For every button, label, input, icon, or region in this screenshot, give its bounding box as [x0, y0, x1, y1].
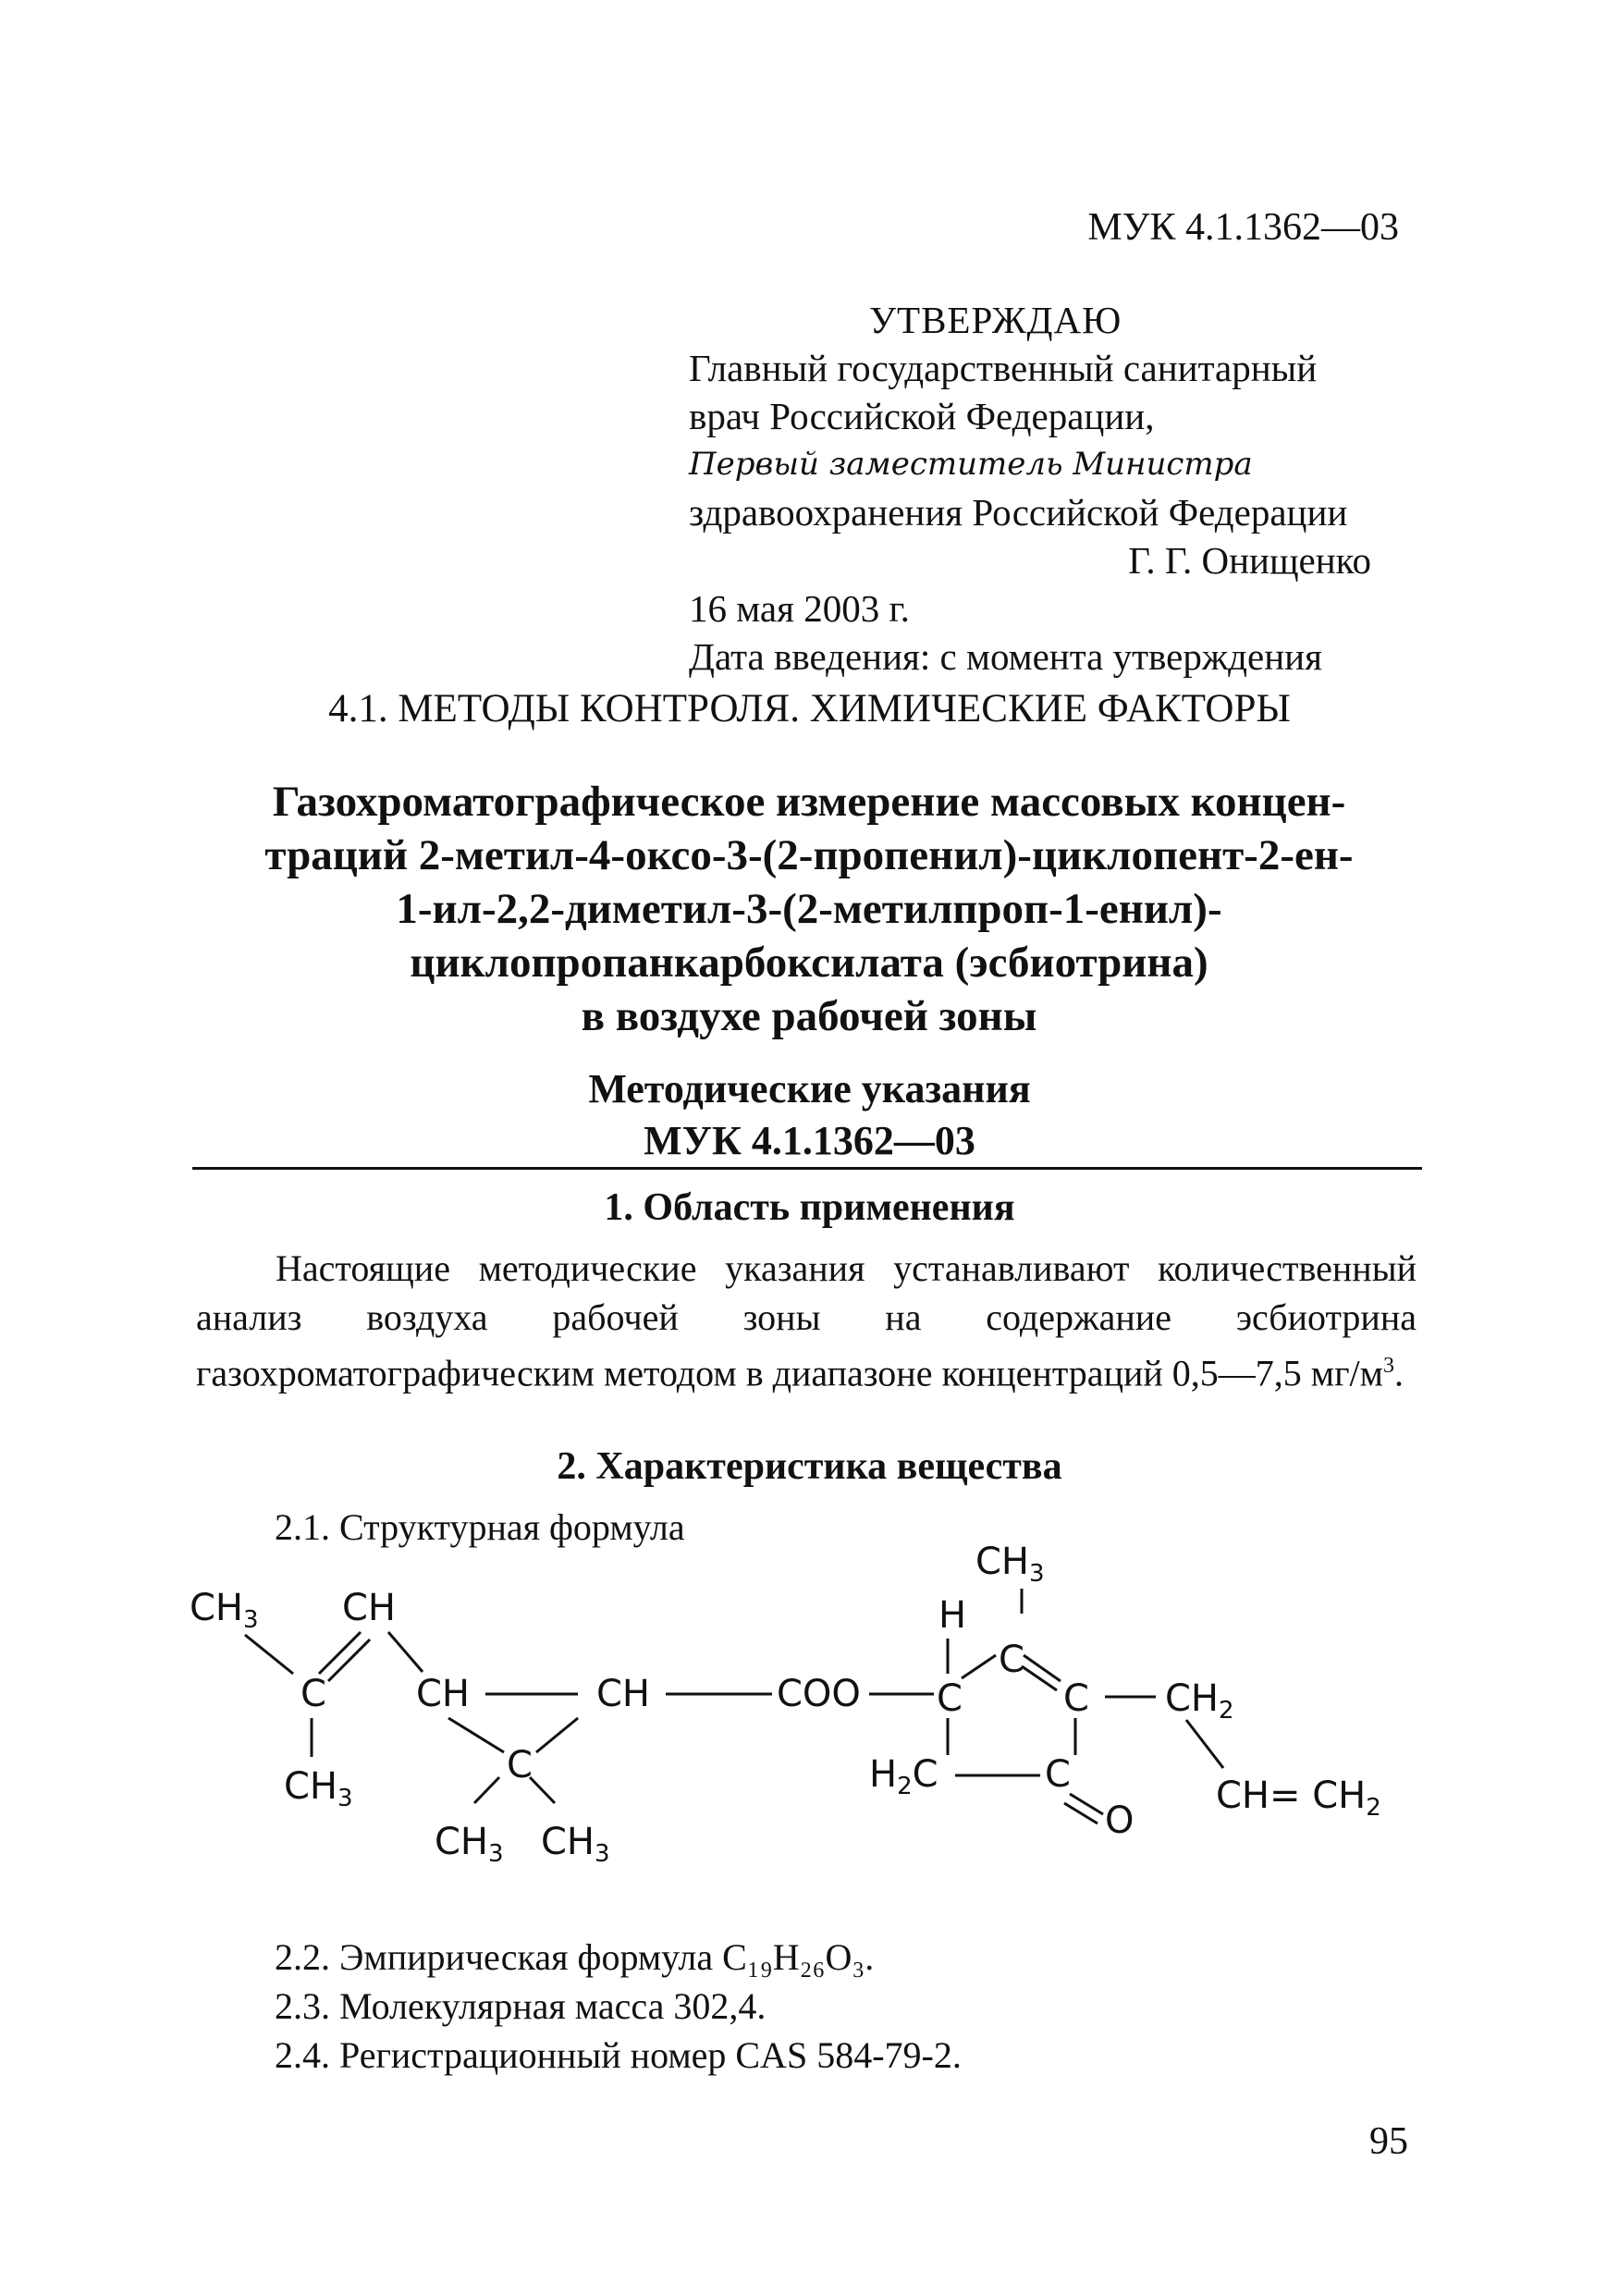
divider-rule: [192, 1167, 1422, 1170]
item-2-3: 2.3. Молекулярная масса 302,4.: [275, 1985, 767, 2027]
approval-intro-date: Дата введения: с момента утверждения: [689, 635, 1322, 678]
section-heading: 4.1. МЕТОДЫ КОНТРОЛЯ. ХИМИЧЕСКИЕ ФАКТОРЫ: [328, 687, 1291, 731]
formula-ch-eq-ch2: $CH= CH_2$: [1216, 1774, 1381, 1822]
formula-c-right: C: [1063, 1677, 1089, 1720]
page-number: 95: [1369, 2120, 1408, 2163]
formula-ch-ring-left: CH: [416, 1673, 471, 1715]
approval-heading: УТВЕРЖДАЮ: [869, 299, 1122, 341]
subtitle: Методические указания: [588, 1066, 1031, 1111]
item-2-4: 2.4. Регистрационный номер CAS 584-79-2.: [275, 2034, 962, 2076]
approval-line-2: врач Российской Федерации,: [689, 395, 1155, 437]
title-line-5: в воздухе рабочей зоны: [581, 992, 1037, 1040]
approval-line-3: Первый заместитель Министра: [689, 446, 1253, 483]
formula-h: H: [938, 1594, 967, 1637]
approval-line-4: здравоохранения Российской Федерации: [689, 491, 1348, 534]
formula-ch3-ring-b: $CH_3$: [541, 1821, 610, 1868]
approval-name: Г. Г. Онищенко: [1128, 539, 1371, 582]
title-line-4: циклопропанкарбоксилата (эсбиотрина): [410, 939, 1208, 987]
title-line-2: траций 2-метил-4-оксо-3-(2-пропенил)-циклопент-2-ен-: [264, 831, 1354, 879]
formula-ch3-top-left: $CH_3$: [190, 1587, 259, 1634]
formula-ch-top: CH: [342, 1587, 397, 1629]
document-code: МУК 4.1.1362—03: [1087, 206, 1399, 249]
approval-date: 16 мая 2003 г.: [689, 587, 910, 630]
title-line-3: 1-ил-2,2-диметил-3-(2-метилпроп-1-енил)-: [396, 885, 1222, 933]
formula-ch3-top-right: $CH_3$: [975, 1541, 1045, 1588]
formula-o: O: [1105, 1799, 1135, 1842]
section-1-end: .: [1393, 1352, 1404, 1394]
document-title: [185, 775, 1433, 1043]
approval-line-1: Главный государственный санитарный: [689, 347, 1318, 389]
formula-c-top: C: [999, 1639, 1024, 1681]
subtitle-code: МУК 4.1.1362—03: [644, 1118, 975, 1163]
formula-c-carbonyl: C: [1045, 1753, 1071, 1796]
formula-ch-ring-right: CH: [596, 1673, 651, 1715]
formula-c-ring-bottom: C: [507, 1744, 533, 1786]
approval-block: [689, 296, 1429, 681]
formula-coo: COO: [777, 1673, 861, 1715]
formula-h2c: $H_2C$: [869, 1753, 938, 1800]
structural-formula: [180, 1535, 1456, 1868]
formula-c-quaternary: C: [937, 1677, 963, 1720]
title-line-1: Газохроматографическое измерение массовых концен-: [272, 778, 1346, 826]
formula-ch3-left-bottom: $CH_3$: [284, 1765, 353, 1812]
section-1-superscript: 3: [1382, 1354, 1394, 1378]
formula-c-left: C: [300, 1673, 326, 1715]
formula-ch2: $CH_2$: [1165, 1677, 1234, 1725]
formula-ch3-ring-a: $CH_3$: [435, 1821, 504, 1868]
section-1-text: Настоящие методические указания устанавливают количественный анализ воздуха рабочей зоны на содержание эсбиотрина газохроматографическим методом в диапазоне концентраций 0,5—7,5 мг/м: [196, 1247, 1417, 1394]
section-2-heading: 2. Характеристика вещества: [557, 1445, 1062, 1488]
item-2-1: 2.1. Структурная формула: [275, 1506, 685, 1548]
section-1-heading: 1. Область применения: [604, 1186, 1015, 1229]
item-2-2: 2.2. Эмпирическая формула C₁₉H₂₆O₃.: [275, 1936, 875, 1978]
subtitle-block: [0, 1063, 1619, 1167]
section-1-paragraph: [196, 1244, 1417, 1397]
